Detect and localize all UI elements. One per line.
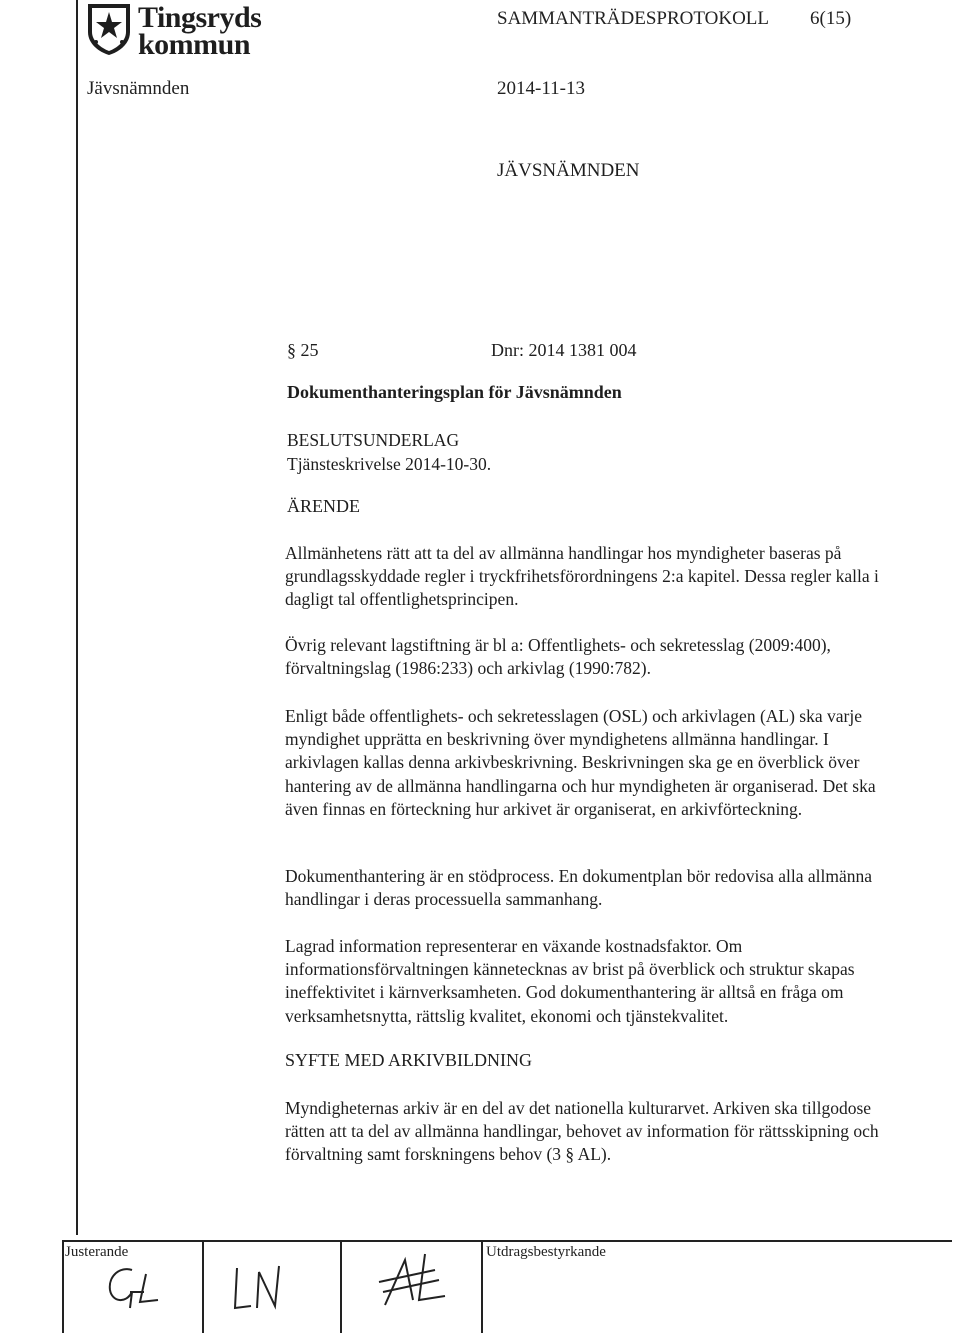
document-type: SAMMANTRÄDESPROTOKOLL xyxy=(497,8,770,29)
section-heading-arende: ÄRENDE xyxy=(287,496,360,516)
page-number: 6(15) xyxy=(810,8,852,29)
meeting-date: 2014-11-13 xyxy=(497,78,585,99)
signature-box-divider xyxy=(202,1240,204,1333)
diary-number: Dnr: 2014 1381 004 xyxy=(491,340,637,360)
case-title: Dokumenthanteringsplan för Jävsnämnden xyxy=(287,382,622,402)
body-paragraph: Enligt både offentlighets- och sekretesslagen (OSL) och arkivlagen (AL) ska varje myndighet upprätta en beskrivning över myndighetens allmänna handlingar. I arkivlagen kallas denna arkivbeskrivning. Beskrivningen ska ge en överblick över hantering av de allmänna handlingarna och hur myndigheten är organiserad. Det ska även finnas en förteckning hur arkivet är organiserat, en arkivförteckning. xyxy=(285,706,876,819)
committee-heading: JÄVSNÄMNDEN xyxy=(497,160,640,181)
body-paragraph: Lagrad information representerar en växande kostnadsfaktor. Om informationsförvaltningen kännetecknas av brist på överblick och struktur skapas ineffektivitet i kärnverksamheten. God dokumenthantering är alltså en fråga om verksamhetsnytta, rättslig kvalitet, ekonomi och tjänstekvalitet. xyxy=(285,936,855,1026)
signature-initials-ln xyxy=(225,1262,295,1317)
signature-box-divider xyxy=(340,1240,342,1333)
body-paragraph: Övrig relevant lagstiftning är bl a: Offentlighets- och sekretesslag (2009:400), förvaltningslag (1986:233) och arkivlag (1990:782). xyxy=(285,635,831,679)
committee-name: Jävsnämnden xyxy=(87,78,190,99)
municipality-logo xyxy=(86,2,286,62)
basis-item: Tjänsteskrivelse 2014-10-30. xyxy=(287,454,492,474)
signature-box-top-rule xyxy=(62,1240,952,1242)
basis-label: BESLUTSUNDERLAG xyxy=(287,430,460,450)
body-paragraph: Myndigheternas arkiv är en del av det nationella kulturarvet. Arkiven ska tillgodose rätten att ta del av allmänna handlingar, behovet av information för rättsskipning och förvaltning samt forskningens behov (3 § AL). xyxy=(285,1098,879,1165)
section-heading-syfte: SYFTE MED ARKIVBILDNING xyxy=(285,1050,532,1070)
signature-box-divider xyxy=(62,1240,64,1333)
left-margin-line xyxy=(76,0,78,1235)
paragraph-number: § 25 xyxy=(287,340,319,360)
signature-initials-af xyxy=(365,1250,455,1310)
body-paragraph: Dokumenthantering är en stödprocess. En dokumentplan bör redovisa alla allmänna handlingar i deras processuella sammanhang. xyxy=(285,866,873,910)
coat-of-arms-icon xyxy=(86,2,132,56)
justerande-label: Justerande xyxy=(65,1244,129,1260)
logo-wordmark: Tingsryds kommun xyxy=(138,1,262,61)
signature-box-divider xyxy=(481,1240,483,1333)
signature-initials-gl xyxy=(100,1262,170,1312)
utdragsbestyrkande-label: Utdragsbestyrkande xyxy=(486,1244,606,1260)
body-paragraph: Allmänhetens rätt att ta del av allmänna handlingar hos myndigheter baseras på grundlagsskyddade regler i tryckfrihetsförordningens 2:a kapitel. Dessa regler kalla i dagligt tal offentlighetsprincipen. xyxy=(285,543,879,610)
